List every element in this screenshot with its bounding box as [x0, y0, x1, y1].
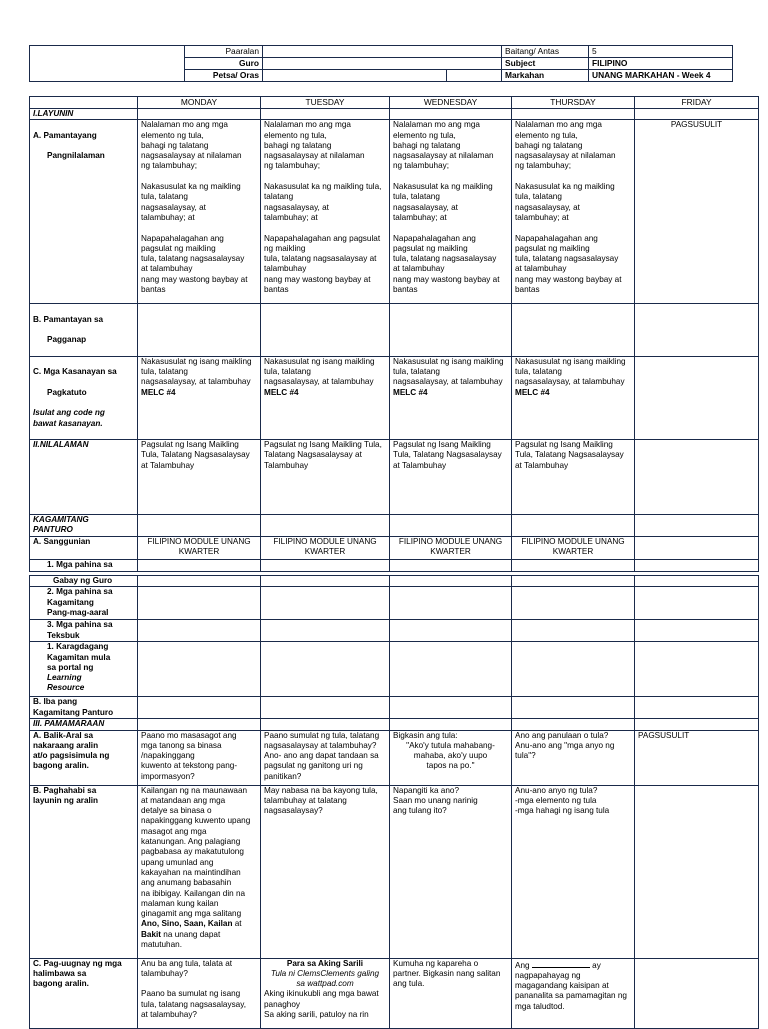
lesson-plan-table-page2: [29, 575, 759, 1029]
fill-blank-prefix: Ang: [515, 960, 530, 970]
row-label-line: 2. Mga pahina sa Kagamitang Pang-mag-aaral: [47, 587, 113, 617]
row-label-balik-aral: A. Balik-Aral sa nakaraang aralin at/o pagsisimula ng bagong aralin.: [30, 730, 138, 785]
section-kagamitang-panturo: KAGAMITANG PANTURO: [30, 515, 138, 537]
empty-cell: [261, 719, 390, 730]
empty-cell: [390, 587, 512, 620]
row-label-pamantayang-pangnilalaman: [30, 120, 138, 304]
kasanayan-text: Nakasusulat ng isang maikling tula, talatang nagsasalaysay, at talambuhay: [141, 356, 252, 387]
empty-cell: [138, 515, 261, 537]
empty-cell: [261, 620, 390, 642]
empty-cell: [390, 719, 512, 730]
day-header-monday: MONDAY: [138, 97, 261, 109]
empty-cell: [512, 642, 635, 697]
paaralan-label: Paaralan: [185, 46, 263, 58]
empty-cell: [635, 587, 759, 620]
melc-code: MELC #4: [141, 387, 176, 397]
paghahabi-monday: [138, 785, 261, 958]
melc-code: MELC #4: [515, 387, 550, 397]
kasanayan-text: Nakasusulat ng isang maikling tula, talatang nagsasalaysay, at talambuhay: [264, 356, 375, 387]
row-label-line: C. Mga Kasanayan sa: [33, 367, 117, 377]
row-label-line: Pagganap: [47, 335, 87, 345]
guro-label: Guro: [185, 58, 263, 70]
section-layunin: I.LAYUNIN: [30, 109, 138, 120]
petsa-value: [263, 70, 447, 82]
row-label-karagdagang-kagamitan: [30, 642, 138, 697]
pamantayang-tuesday: Nalalaman mo ang mga elemento ng tula, bahagi ng talatang nagsasalaysay at nilalaman ng talambuhay; Nakasusulat ka ng maikling tula, talatang nagsasalaysay, at talambuhay; at Napapahalagahan ang pagsulat ng maikling tula, talatang nagsasalaysay at talambuhay nang may wastong baybay at bantas: [261, 120, 390, 304]
row-label-line: 3. Mga pahina sa Teksbuk: [47, 620, 113, 640]
empty-cell: [390, 515, 512, 537]
row-label-gabay-ng-guro: [30, 576, 138, 587]
row-label-mga-pahina: [30, 560, 138, 572]
empty-cell: [261, 587, 390, 620]
row-label-line: Pagkatuto: [47, 387, 87, 397]
day-header-wednesday: WEDNESDAY: [390, 97, 512, 109]
empty-cell: [138, 560, 261, 572]
empty-cell: [512, 576, 635, 587]
paghahabi-mon-bakit: Bakit: [141, 929, 162, 939]
header-logo-cell: [30, 46, 185, 82]
balik-aral-wednesday: [390, 730, 512, 785]
empty-cell: [261, 304, 390, 356]
row-label-pag-uugnay: C. Pag-uugnay ng mga halimbawa sa bagong aralin.: [30, 958, 138, 1028]
empty-cell: [261, 576, 390, 587]
sanggunian-wednesday: FILIPINO MODULE UNANG KWARTER: [390, 537, 512, 560]
row-label-line: 1. Karagdagang Kagamitan mula sa portal ng: [47, 642, 111, 672]
subject-label: Subject: [502, 58, 589, 70]
balik-aral-friday: PAGSUSULIT: [635, 730, 759, 785]
row-label-sanggunian: A. Sanggunian: [30, 537, 138, 560]
nilalaman-thursday: Pagsulat ng Isang Maikling Tula, Talatang Nagsasalaysay at Talambuhay: [512, 440, 635, 515]
row-label-line: 1. Mga pahina sa: [47, 560, 113, 570]
empty-cell: [512, 515, 635, 537]
nilalaman-tuesday: Pagsulat ng Isang Maikling Tula, Talatang Nagsasalaysay at Talambuhay: [261, 440, 390, 515]
empty-cell: [635, 719, 759, 730]
nilalaman-monday: Pagsulat ng Isang Maikling Tula, Talatang Nagsasalaysay at Talambuhay: [138, 440, 261, 515]
row-label-line: Learning Resource: [47, 673, 85, 693]
poem-author: Tula ni ClemsClements galing sa wattpad.com: [270, 968, 380, 989]
row-label-line: Pangnilalaman: [47, 151, 105, 161]
empty-cell: [261, 642, 390, 697]
paaralan-value: [263, 46, 502, 58]
empty-cell: [635, 304, 759, 356]
pamantayang-friday: PAGSUSULIT: [635, 120, 759, 304]
subject-value: FILIPINO: [589, 58, 733, 70]
empty-cell: [512, 620, 635, 642]
paghahabi-wednesday: Napangiti ka ano? Saan mo unang narinig ang tulang ito?: [390, 785, 512, 958]
section-pamamaraan: III. PAMAMARAAN: [30, 719, 138, 730]
row-label-note: Isulat ang code ng bawat kasanayan.: [33, 408, 105, 428]
empty-cell: [635, 440, 759, 515]
kasanayan-wednesday: [390, 356, 512, 439]
fill-blank-rest: ay nagpapahayag ng magagandang kaisipan at pananalita sa pamamagitan ng mga taludtod.: [515, 960, 627, 1011]
empty-cell: [635, 356, 759, 439]
pamantayang-wednesday: Nalalaman mo ang mga elemento ng tula, bahagi ng talatang nagsasalaysay at nilalaman ng talambuhay; Nakasusulat ka ng maikling tula, talatang nagsasalaysay, at talambuhay; at Napapahalagahan ang pagsulat ng maikling tula, talatang nagsasalaysay at talambuhay nang may wastong baybay at bantas: [390, 120, 512, 304]
fill-blank-line: [532, 959, 590, 968]
balik-aral-monday: Paano mo masasagot ang mga tanong sa binasa /napakinggang kuwento at tekstong pang- impormasyon?: [138, 730, 261, 785]
empty-cell: [390, 642, 512, 697]
row-label-line: Gabay ng Guro: [53, 576, 113, 585]
balik-aral-tuesday: Paano sumulat ng tula, talatang nagsasalaysay at talambuhay? Ano- ano ang dapat tandaan sa pagsulat ng ganitong uri ng panitikan?: [261, 730, 390, 785]
empty-cell: [635, 537, 759, 560]
header-info-table: [29, 45, 733, 82]
pamantayang-thursday: Nalalaman mo ang mga elemento ng tula, bahagi ng talatang nagsasalaysay at nilalaman ng talambuhay; Nakasusulat ka ng maikling tula, talatang nagsasalaysay, at talambuhay; at Napapahalagahan ang pagsulat ng maikling tula, talatang nagsasalaysay at talambuhay nang may wastong baybay at bantas: [512, 120, 635, 304]
empty-cell: [512, 587, 635, 620]
empty-cell: [138, 587, 261, 620]
empty-cell: [261, 515, 390, 537]
empty-cell: [635, 697, 759, 719]
row-label-pahina-kagamitang: [30, 587, 138, 620]
melc-code: MELC #4: [393, 387, 428, 397]
empty-cell: [512, 697, 635, 719]
empty-cell: [390, 304, 512, 356]
day-header-tuesday: TUESDAY: [261, 97, 390, 109]
empty-cell: [138, 304, 261, 356]
markahan-value: UNANG MARKAHAN - Week 4: [589, 70, 733, 82]
empty-cell: [261, 697, 390, 719]
empty-cell: [512, 304, 635, 356]
melc-code: MELC #4: [264, 387, 299, 397]
nilalaman-wednesday: Pagsulat ng Isang Maikling Tula, Talatang Nagsasalaysay at Talambuhay: [390, 440, 512, 515]
balik-aral-wed-intro: Bigkasin ang tula:: [393, 730, 458, 740]
kasanayan-thursday: [512, 356, 635, 439]
sanggunian-tuesday: FILIPINO MODULE UNANG KWARTER: [261, 537, 390, 560]
day-header-thursday: THURSDAY: [512, 97, 635, 109]
empty-cell: [512, 560, 635, 572]
empty-cell: [635, 958, 759, 1028]
baitang-label: Baitang/ Antas: [502, 46, 589, 58]
row-label-iba-pang-kagamitan: B. Iba pang Kagamitang Panturo: [30, 697, 138, 719]
pag-uugnay-wednesday: Kumuha ng kapareha o partner. Bigkasin nang salitan ang tula.: [390, 958, 512, 1028]
kasanayan-text: Nakasusulat ng isang maikling tula, talatang nagsasalaysay, at talambuhay: [515, 356, 626, 387]
empty-cell: [138, 642, 261, 697]
empty-cell: [635, 785, 759, 958]
row-label-pahina-teksbuk: [30, 620, 138, 642]
row-label-paghahabi: B. Paghahabi sa layunin ng aralin: [30, 785, 138, 958]
kasanayan-text: Nakasusulat ng isang maikling tula, talatang nagsasalaysay, at talambuhay: [393, 356, 504, 387]
guro-value: [263, 58, 502, 70]
empty-cell: [512, 109, 635, 120]
sanggunian-monday: FILIPINO MODULE UNANG KWARTER: [138, 537, 261, 560]
paghahabi-mon-bold: Ano, Sino, Saan, Kailan: [141, 919, 233, 929]
petsa-label: Petsa/ Oras: [185, 70, 263, 82]
markahan-label: Markahan: [502, 70, 589, 82]
empty-cell: [635, 620, 759, 642]
pag-uugnay-tuesday: [261, 958, 390, 1028]
balik-aral-thursday: Ano ang panulaan o tula? Anu-ano ang "mga anyo ng tula"?: [512, 730, 635, 785]
row-label-pamantayan-sa-pagganap: [30, 304, 138, 356]
paghahabi-mon-end: na unang dapat matutuhan.: [141, 929, 221, 950]
row-label-line: B. Pamantayan sa: [33, 314, 104, 324]
row-label-mga-kasanayan: [30, 356, 138, 439]
pag-uugnay-thursday: [512, 958, 635, 1028]
section-nilalaman: II.NILALAMAN: [30, 440, 138, 515]
empty-cell: [390, 620, 512, 642]
empty-cell: [390, 697, 512, 719]
empty-cell: [635, 109, 759, 120]
lesson-plan-table-page1: [29, 96, 759, 572]
baitang-value: 5: [589, 46, 733, 58]
paghahabi-thursday: Anu-ano anyo ng tula? -mga elemento ng tula -mga hahagi ng isang tula: [512, 785, 635, 958]
sanggunian-thursday: FILIPINO MODULE UNANG KWARTER: [512, 537, 635, 560]
empty-cell: [635, 576, 759, 587]
row-label-line: A. Pamantayang: [33, 130, 97, 140]
empty-cell: [635, 642, 759, 697]
paghahabi-mon-at: at: [232, 919, 242, 929]
pamantayang-monday: Nalalaman mo ang mga elemento ng tula, bahagi ng talatang nagsasalaysay at nilalaman ng talambuhay; Nakasusulat ka ng maikling tula, talatang nagsasalaysay, at talambuhay; at Napapahalagahan ang pagsulat ng maikling tula, talatang nagsasalaysay at talambuhay nang may wastong baybay at bantas: [138, 120, 261, 304]
pag-uugnay-monday: Anu ba ang tula, talata at talambuhay? Paano ba sumulat ng isang tula, talatang nagsasalaysay, at talambuhay?: [138, 958, 261, 1028]
empty-cell: [138, 719, 261, 730]
empty-cell: [390, 576, 512, 587]
paghahabi-tuesday: May nabasa na ba kayong tula, talambuhay at talatang nagsasalaysay?: [261, 785, 390, 958]
day-header-friday: FRIDAY: [635, 97, 759, 109]
balik-aral-wed-poem: "Ako'y tutula mahabang- mahaba, ako'y uupo tapos na po.": [406, 740, 495, 771]
empty-cell: [138, 576, 261, 587]
empty-cell: [635, 515, 759, 537]
kasanayan-tuesday: [261, 356, 390, 439]
poem-body: Aking ikinukubli ang mga bawat panaghoy Sa aking sarili, patuloy na rin: [264, 989, 379, 1020]
empty-cell: [138, 697, 261, 719]
poem-title: Para sa Aking Sarili: [286, 958, 364, 968]
empty-cell: [261, 560, 390, 572]
empty-cell: [390, 109, 512, 120]
empty-cell: [390, 560, 512, 572]
petsa-extra: [447, 70, 502, 82]
empty-cell: [635, 560, 759, 572]
paghahabi-mon-text: Kailangan ng na maunawaan at matandaan ang mga detalye sa binasa o napakinggang kuwento upang masagot ang mga katanungan. Ang palagiang pagbabasa ay makatutulong upang umunlad ang kakayahan na maintindihan ang anumang babasahin na ibibigay. Kailangan din na malaman kung kailan ginagamit ang mga salitang: [141, 785, 251, 919]
day-header-blank: [30, 97, 138, 109]
kasanayan-monday: [138, 356, 261, 439]
empty-cell: [512, 719, 635, 730]
empty-cell: [138, 109, 261, 120]
empty-cell: [261, 109, 390, 120]
empty-cell: [138, 620, 261, 642]
